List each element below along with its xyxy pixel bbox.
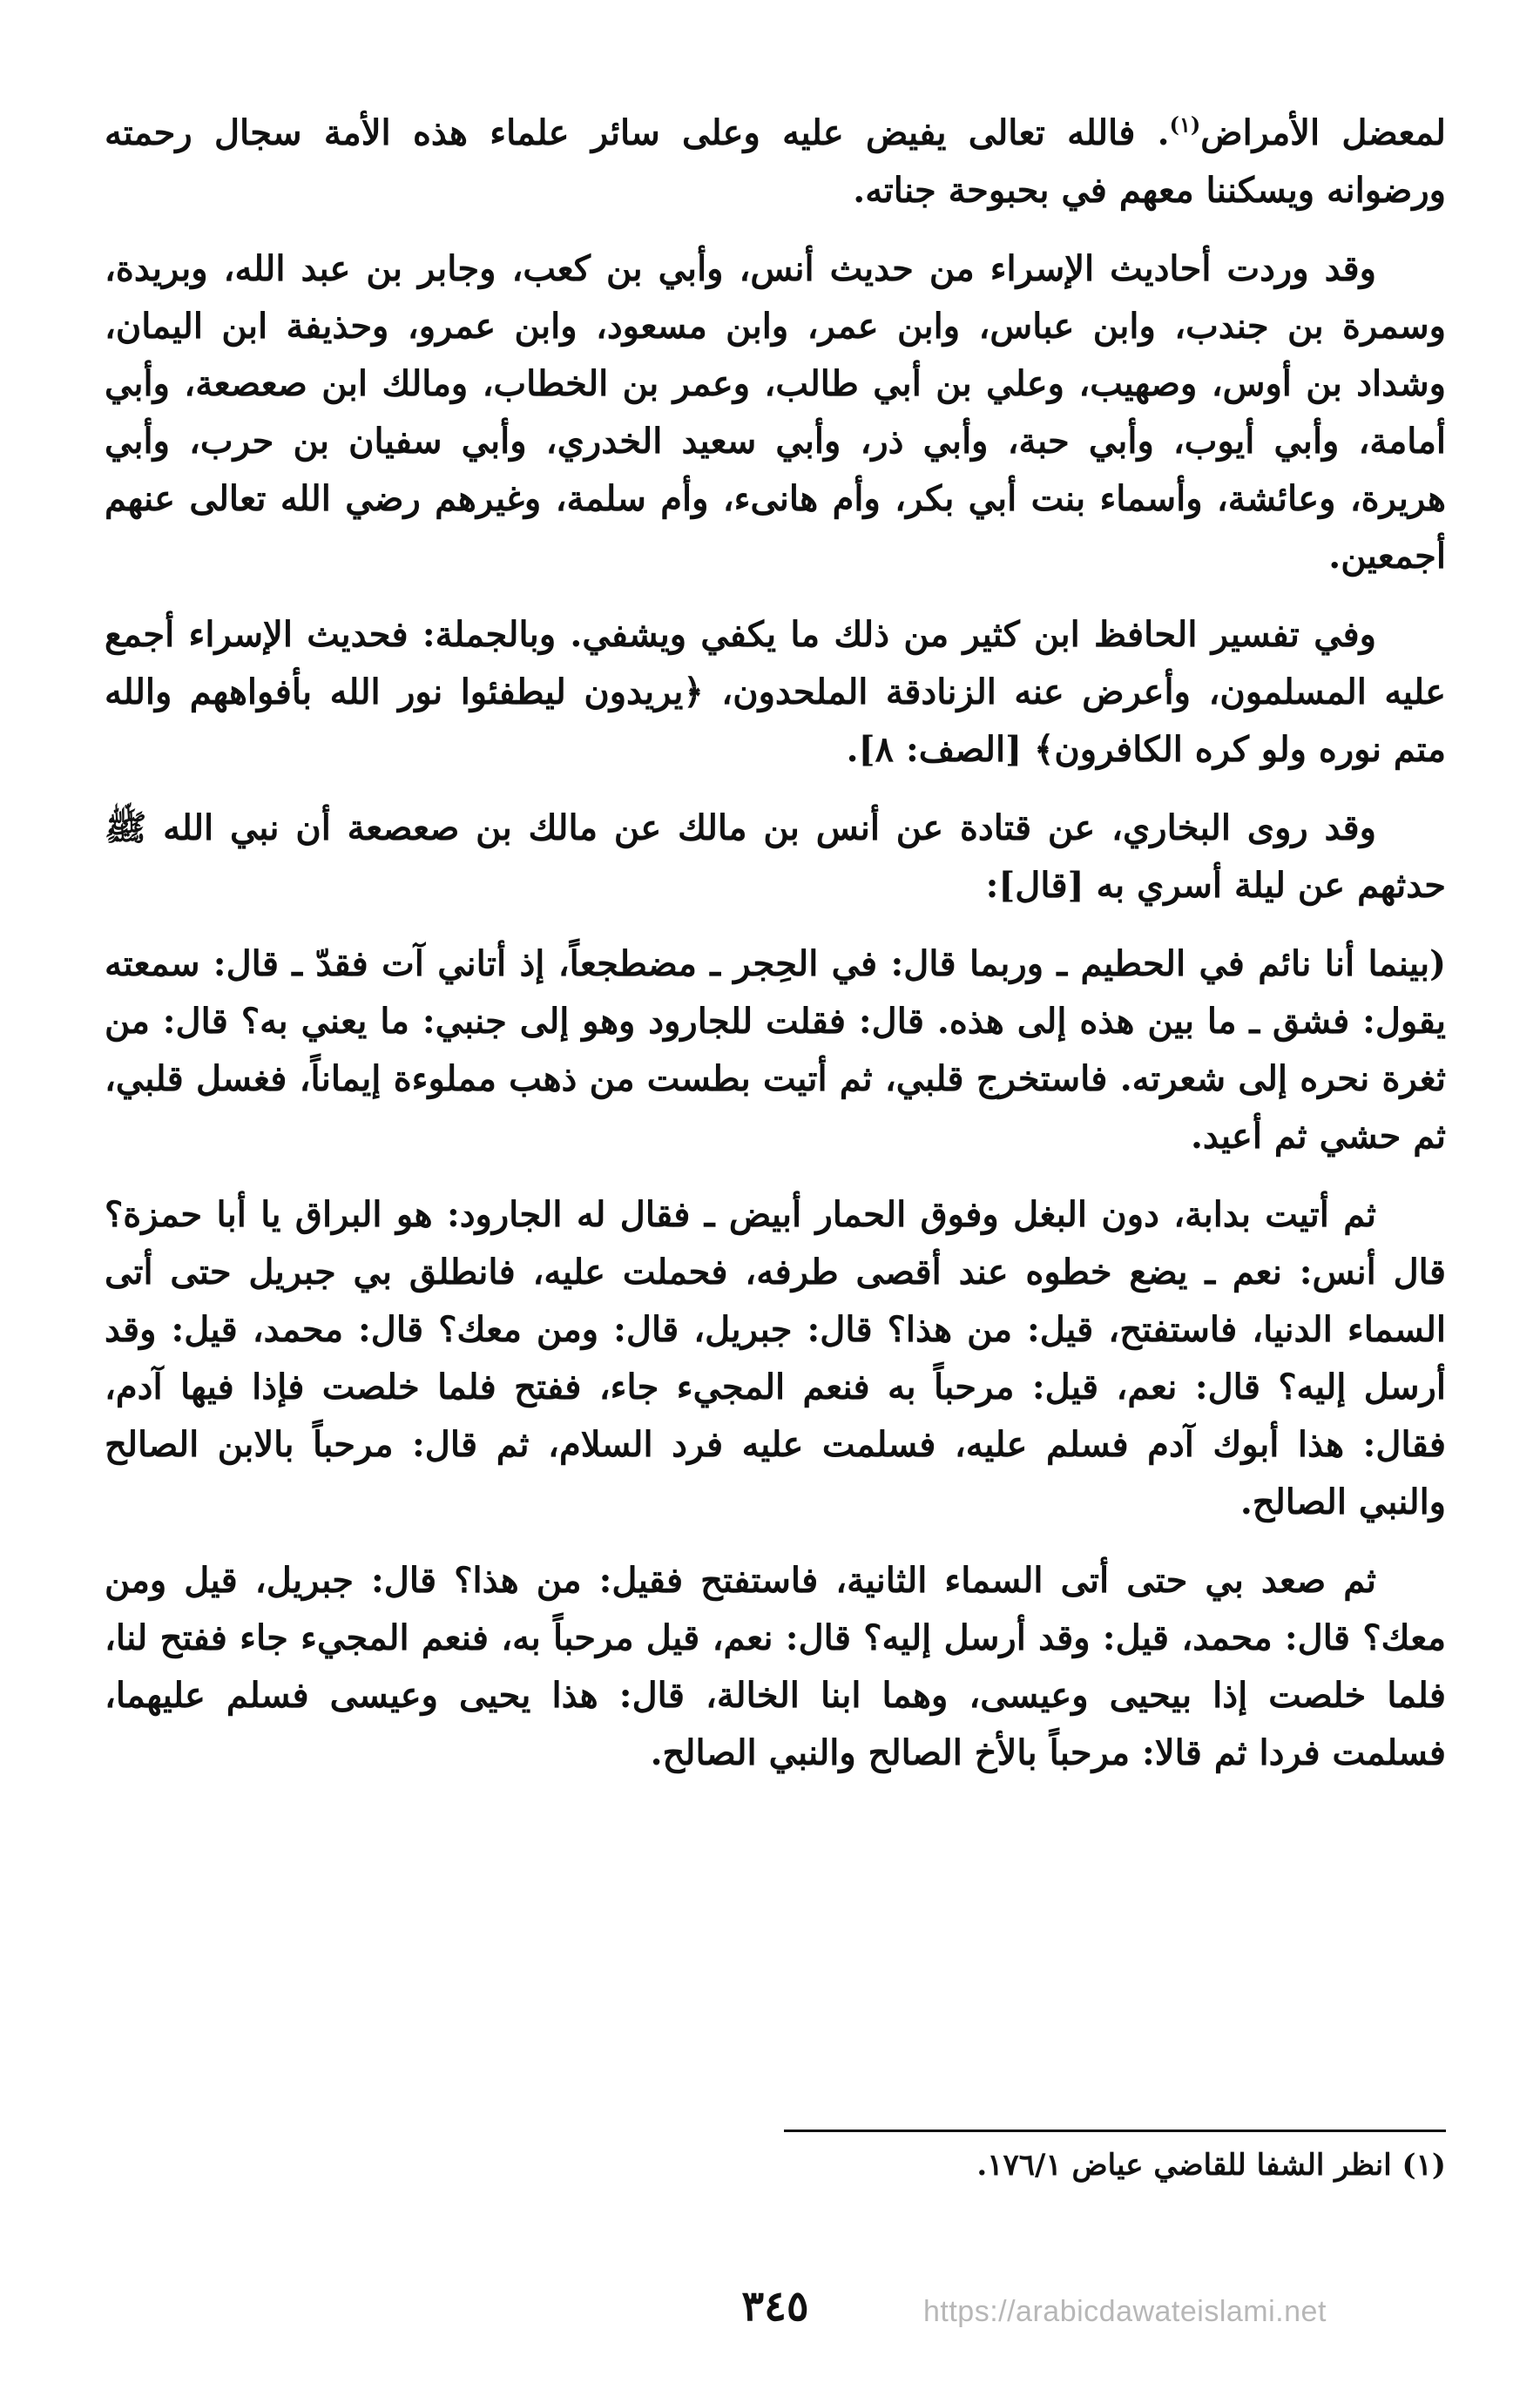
- footnote-divider: [784, 2130, 1446, 2132]
- page-number: ٣٤٥: [741, 2282, 809, 2331]
- paragraph-3-start: وفي تفسير الحافظ ابن كثير من ذلك ما يكفي ويشفي. وبالجملة: فحديث الإسراء أجمع عليه المسلمون، وأعرض عنه الزنادقة الملحدون،: [105, 614, 1446, 712]
- paragraph-3: [105, 606, 1446, 779]
- paragraph-5: (بينما أنا نائم في الحطيم ـ وربما قال: في الحِجر ـ مضطجعاً، إذ أتاني آت فقدّ ـ قال: سمعته يقول: فشق ـ ما بين هذه إلى هذه. قال: فقلت للجارود وهو إلى جنبي: ما يعني به؟ قال: من ثغرة نحره إلى شعرته. فاستخرج قلبي، ثم أتيت بطست من ذهب مملوءة إيماناً، فغسل قلبي، ثم حشي ثم أعيد.: [105, 943, 1447, 1157]
- paragraph-4: وقد روى البخاري، عن قتادة عن أنس بن مالك عن مالك بن صعصعة أن نبي الله ﷺ حدثهم عن ليلة أسري به [قال]:: [105, 807, 1446, 906]
- paragraph-1-end: . فالله تعالى يفيض عليه وعلى سائر علماء هذه الأمة سجال رحمته ورضوانه ويسكننا معهم في بحبوحة جناته.: [105, 112, 1446, 211]
- main-text: [105, 105, 1446, 1782]
- paragraph-7: ثم صعد بي حتى أتى السماء الثانية، فاستفتح فقيل: من هذا؟ قال: جبريل، قيل ومن معك؟ قال: محمد، قيل: وقد أرسل إليه؟ قال: نعم، قيل مرحباً به، فنعم المجيء جاء ففتح لنا، فلما خلصت إذا بيحيى وعيسى، وهما ابنا الخالة، قال: هذا يحيى وعيسى فسلم عليهما، فسلمت فردا ثم قالا: مرحباً بالأخ الصالح والنبي الصالح.: [105, 1560, 1446, 1773]
- watermark-url: https://arabicdawateislami.net: [923, 2295, 1327, 2328]
- book-page: [105, 105, 1446, 2334]
- paragraph-1: [105, 105, 1446, 219]
- paragraph-2: وقد وردت أحاديث الإسراء من حديث أنس، وأبي بن كعب، وجابر بن عبد الله، وبريدة، وسمرة بن جندب، وابن عباس، وابن عمر، وابن مسعود، وابن عمرو، وحذيفة ابن اليمان، وشداد بن أوس، وصهيب، وعلي بن أبي طالب، وعمر بن الخطاب، ومالك ابن صعصعة، وأبي أمامة، وأبي أيوب، وأبي حبة، وأبي ذر، وأبي سعيد الخدري، وأبي سفيان بن حرب، وأبي هريرة، وعائشة، وأسماء بنت أبي بكر، وأم هانىء، وأم سلمة، وغيرهم رضي الله تعالى عنهم أجمعين.: [105, 248, 1447, 577]
- paragraph-6: ثم أتيت بدابة، دون البغل وفوق الحمار أبيض ـ فقال له الجارود: هو البراق يا أبا حمزة؟ قال أنس: نعم ـ يضع خطوه عند أقصى طرفه، فحملت عليه، فانطلق بي جبريل حتى أتى السماء الدنيا، فاستفتح، قيل: من هذا؟ قال: جبريل، قال: ومن معك؟ قال: محمد، قيل: وقد أرسل إليه؟ قال: نعم، قيل: مرحباً به فنعم المجيء جاء، ففتح فلما خلصت فإذا فيها آدم، فقال: هذا أبوك آدم فسلم عليه، فسلمت عليه فرد السلام، ثم قال: مرحباً بالابن الصالح والنبي الصالح.: [105, 1194, 1446, 1522]
- footnote-reference: (١): [1169, 111, 1201, 138]
- paragraph-1-start: لمعضل الأمراض: [1200, 112, 1446, 153]
- verse-citation: [الصف: ٨].: [846, 729, 1023, 770]
- quran-verse: ﴿يريدون ليطفئوا نور الله بأفواههم والله متم نوره ولو كره الكافرون﴾: [105, 672, 1446, 770]
- footnote: (١) انظر الشفا للقاضي عياض ١٧٦/١.: [976, 2148, 1446, 2183]
